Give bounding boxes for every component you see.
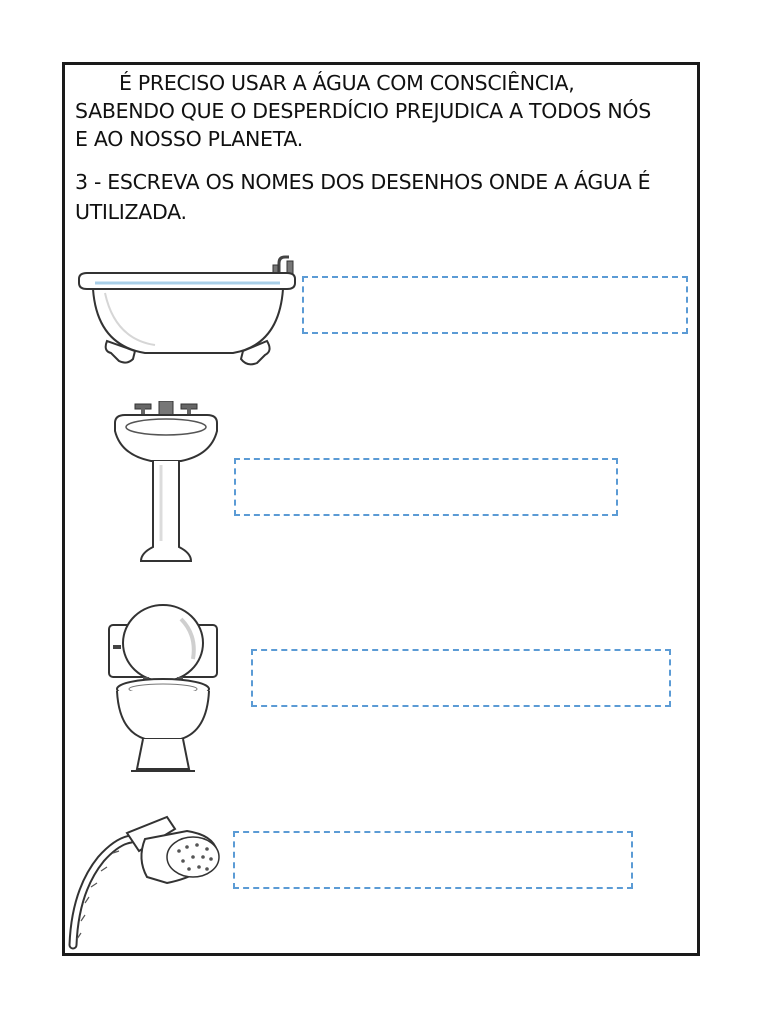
question-line-2: UTILIZADA. — [75, 200, 187, 224]
answer-box-toilet[interactable] — [251, 649, 671, 707]
intro-line-3: E AO NOSSO PLANETA. — [75, 127, 303, 151]
sink-icon — [111, 401, 221, 571]
answer-box-bathtub[interactable] — [302, 276, 688, 334]
answer-box-sink[interactable] — [234, 458, 618, 516]
bathtub-icon — [75, 253, 297, 373]
question-line-1: 3 - ESCREVA OS NOMES DOS DESENHOS ONDE A ÁGUA É — [75, 170, 651, 194]
toilet-icon — [105, 601, 221, 777]
question-text — [75, 167, 695, 227]
intro-line-1: É PRECISO USAR A ÁGUA COM CONSCIÊNCIA, — [119, 71, 575, 95]
answer-box-shower[interactable] — [233, 831, 633, 889]
intro-line-2: SABENDO QUE O DESPERDÍCIO PREJUDICA A TODOS NÓS — [75, 99, 651, 123]
shower-head-icon — [67, 811, 223, 955]
intro-text — [75, 69, 695, 153]
worksheet-frame — [62, 62, 700, 956]
